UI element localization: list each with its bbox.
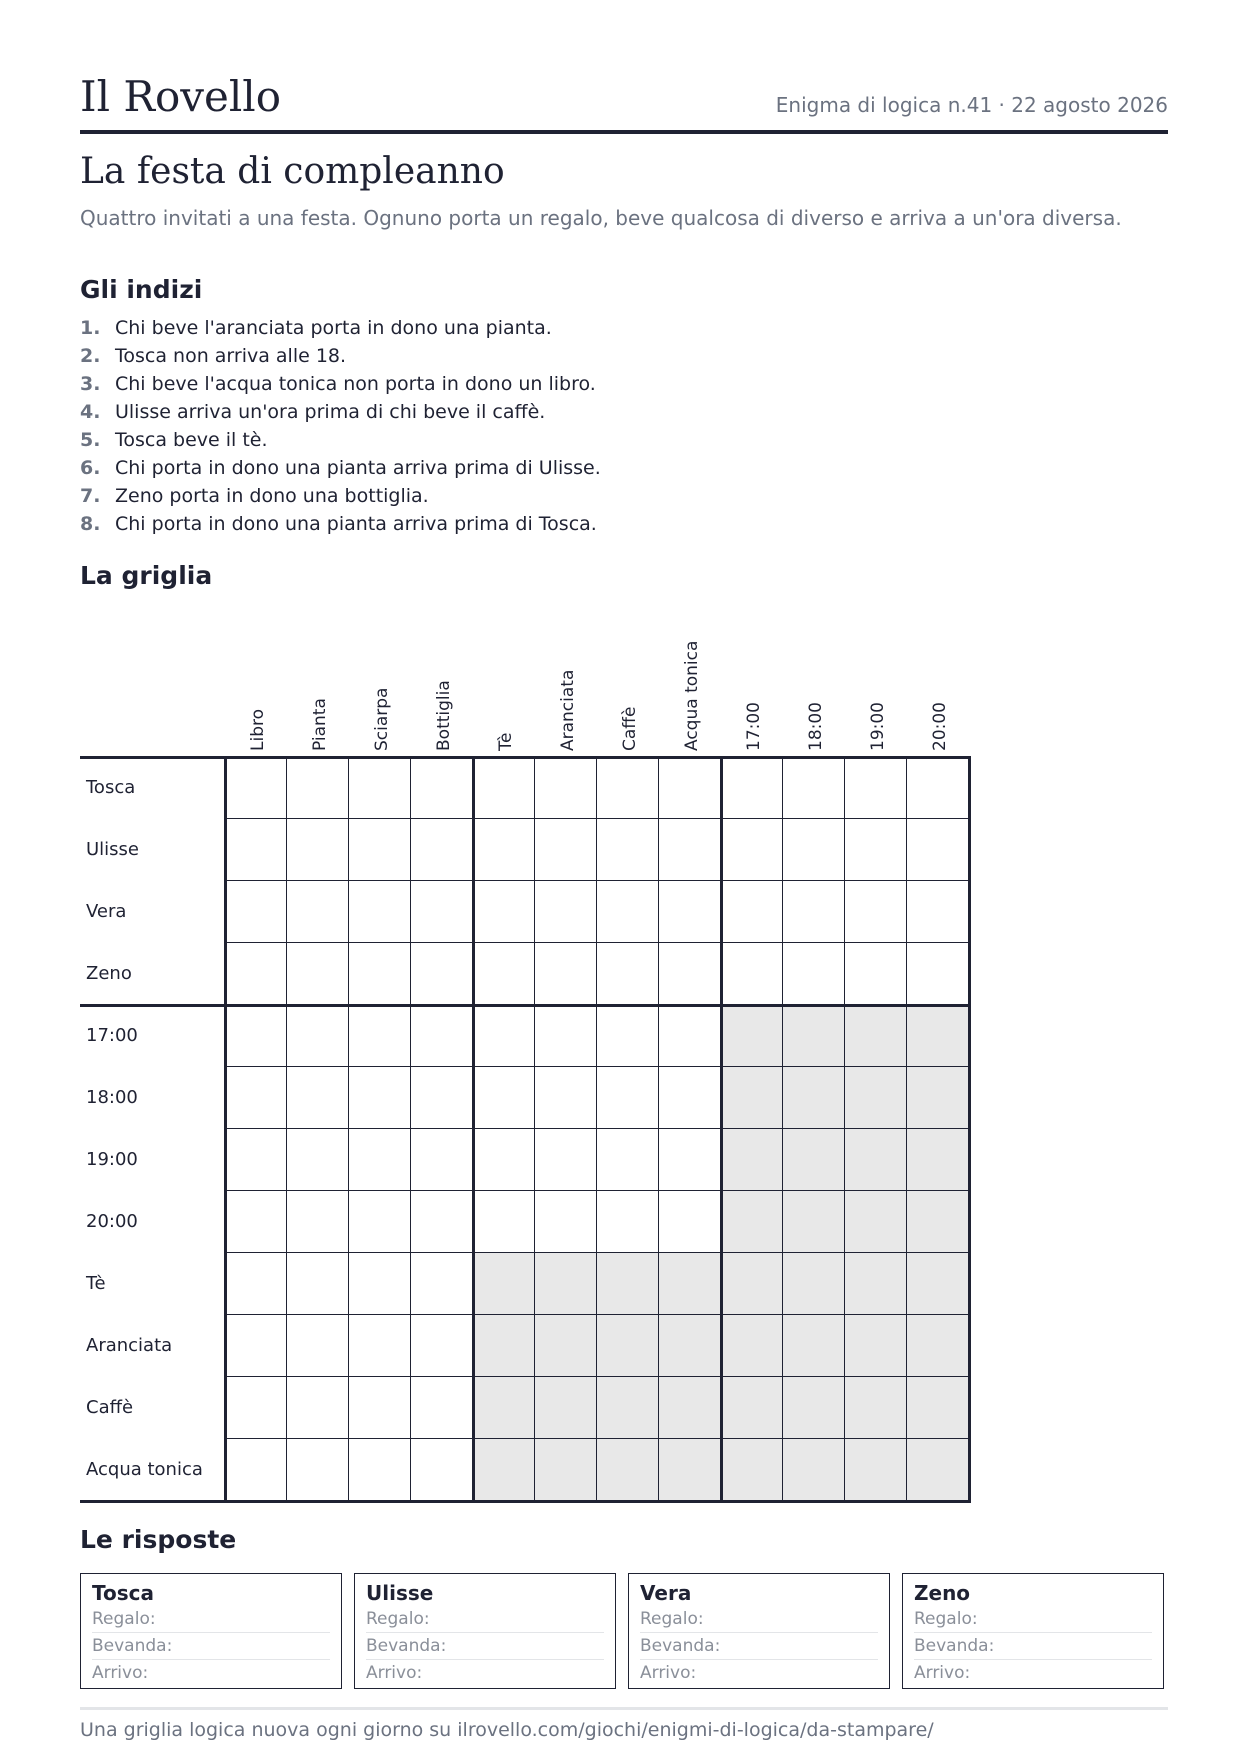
grid-cell[interactable] (597, 1005, 659, 1067)
grid-cell-unused (845, 1191, 907, 1253)
grid-cell-unused (907, 1439, 969, 1501)
brand-title: Il Rovello (80, 72, 282, 121)
grid-cell[interactable] (225, 881, 287, 943)
grid-cell[interactable] (349, 1191, 411, 1253)
grid-cell[interactable] (659, 757, 721, 819)
grid-cell[interactable] (287, 1253, 349, 1315)
grid-cell[interactable] (535, 943, 597, 1005)
column-header (473, 617, 535, 757)
logic-grid (80, 620, 980, 1520)
grid-cell-unused (845, 1315, 907, 1377)
grid-cell-unused (783, 1129, 845, 1191)
grid-cell[interactable] (287, 1067, 349, 1129)
clue-text: Chi beve l'aranciata porta in dono una pianta. (115, 317, 552, 339)
grid-cell-unused (473, 1377, 535, 1439)
grid-cell-unused (721, 1191, 783, 1253)
clue-number: 5. (80, 429, 101, 451)
column-label: Libro (248, 708, 268, 751)
grid-cell[interactable] (535, 819, 597, 881)
column-label: Caffè (620, 706, 640, 751)
grid-cell[interactable] (659, 881, 721, 943)
column-label: 20:00 (930, 702, 950, 751)
grid-cell-unused (845, 1067, 907, 1129)
grid-cell[interactable] (411, 1253, 473, 1315)
grid-cell[interactable] (225, 1191, 287, 1253)
grid-cell[interactable] (907, 881, 969, 943)
column-label: Acqua tonica (682, 640, 702, 751)
grid-cell[interactable] (349, 1377, 411, 1439)
grid-cell-unused (907, 1129, 969, 1191)
column-label: 17:00 (744, 702, 764, 751)
row-label: 17:00 (86, 1025, 138, 1046)
footer-note: Una griglia logica nuova ogni giorno su ilrovello.com/giochi/enigmi-di-logica/da-stampare/ (80, 1707, 1168, 1742)
grid-cell[interactable] (597, 819, 659, 881)
column-label: Aranciata (558, 669, 578, 751)
column-header (907, 617, 969, 757)
grid-divider (80, 1500, 971, 1503)
grid-cell-unused (659, 1439, 721, 1501)
clue-list (80, 314, 601, 538)
grid-cell-unused (845, 1377, 907, 1439)
row-label: Tè (86, 1273, 106, 1294)
grid-cell[interactable] (225, 1315, 287, 1377)
edition-info: Enigma di logica n.41 · 22 agosto 2026 (775, 93, 1168, 117)
column-label: Pianta (310, 698, 330, 751)
clue-item (80, 398, 601, 426)
grid-cell-unused (597, 1253, 659, 1315)
grid-cell[interactable] (783, 943, 845, 1005)
grid-cell[interactable] (907, 819, 969, 881)
grid-divider (80, 1004, 971, 1007)
grid-cell[interactable] (349, 881, 411, 943)
grid-cell[interactable] (287, 757, 349, 819)
grid-divider (472, 756, 475, 1502)
grid-cell-unused (907, 1005, 969, 1067)
row-label: 20:00 (86, 1211, 138, 1232)
grid-cell-unused (783, 1377, 845, 1439)
grid-cell[interactable] (535, 1067, 597, 1129)
grid-cell[interactable] (225, 1377, 287, 1439)
grid-cell[interactable] (349, 1315, 411, 1377)
column-label: Tè (496, 732, 516, 751)
arrival-field[interactable]: Arrivo: (640, 1663, 697, 1683)
gift-field[interactable]: Regalo: (92, 1606, 330, 1633)
grid-cell[interactable] (287, 1315, 349, 1377)
grid-cell[interactable] (349, 1439, 411, 1501)
grid-cell[interactable] (597, 943, 659, 1005)
grid-cell[interactable] (411, 1005, 473, 1067)
row-label: Ulisse (86, 839, 140, 860)
grid-cell[interactable] (411, 1315, 473, 1377)
grid-cell[interactable] (535, 1191, 597, 1253)
grid-cell-unused (721, 1315, 783, 1377)
grid-cell[interactable] (721, 943, 783, 1005)
drink-field[interactable]: Bevanda: (914, 1633, 1152, 1660)
grid-cell[interactable] (349, 943, 411, 1005)
grid-cell[interactable] (411, 1129, 473, 1191)
column-label: 19:00 (868, 702, 888, 751)
drink-field[interactable]: Bevanda: (366, 1633, 604, 1660)
grid-cell[interactable] (783, 757, 845, 819)
grid-cell-unused (907, 1191, 969, 1253)
grid-cell[interactable] (535, 881, 597, 943)
column-header (535, 617, 597, 757)
grid-cell[interactable] (659, 1067, 721, 1129)
grid-cell[interactable] (473, 1067, 535, 1129)
row-label: Acqua tonica (86, 1459, 203, 1480)
clue-item (80, 370, 601, 398)
grid-cell[interactable] (597, 881, 659, 943)
grid-cell[interactable] (597, 757, 659, 819)
grid-cell-unused (721, 1129, 783, 1191)
grid-cell[interactable] (845, 943, 907, 1005)
grid-cell-unused (597, 1439, 659, 1501)
clue-item (80, 482, 601, 510)
grid-cell[interactable] (845, 757, 907, 819)
grid-cell-unused (659, 1315, 721, 1377)
grid-cell-unused (783, 1005, 845, 1067)
grid-cell[interactable] (287, 943, 349, 1005)
grid-cell-unused (721, 1439, 783, 1501)
arrival-field[interactable]: Arrivo: (914, 1663, 971, 1683)
clue-number: 3. (80, 373, 101, 395)
puzzle-intro: Quattro invitati a una festa. Ognuno porta un regalo, beve qualcosa di diverso e arriva a un'ora diversa. (80, 206, 1122, 230)
clue-text: Zeno porta in dono una bottiglia. (115, 485, 429, 507)
row-label: Zeno (86, 963, 132, 984)
column-header (349, 617, 411, 757)
row-label: Caffè (86, 1397, 134, 1418)
row-label: Vera (86, 901, 127, 922)
grid-cell[interactable] (287, 881, 349, 943)
grid-cell[interactable] (411, 1439, 473, 1501)
answer-cards (80, 1573, 1168, 1689)
grid-cell[interactable] (349, 1067, 411, 1129)
answer-card-vera (628, 1573, 890, 1689)
grid-cell-unused (473, 1253, 535, 1315)
clue-number: 6. (80, 457, 101, 479)
grid-cell-unused (597, 1377, 659, 1439)
grid-cell[interactable] (473, 881, 535, 943)
clue-text: Tosca beve il tè. (115, 429, 268, 451)
grid-cell-unused (535, 1439, 597, 1501)
grid-cell[interactable] (287, 1129, 349, 1191)
grid-cell[interactable] (349, 1129, 411, 1191)
row-label: 19:00 (86, 1149, 138, 1170)
clue-number: 1. (80, 317, 101, 339)
drink-field[interactable]: Bevanda: (92, 1633, 330, 1660)
grid-cell[interactable] (473, 819, 535, 881)
grid-cell[interactable] (349, 757, 411, 819)
grid-cell-unused (783, 1191, 845, 1253)
grid-cell-unused (907, 1067, 969, 1129)
clue-number: 8. (80, 513, 101, 535)
grid-cell[interactable] (225, 1253, 287, 1315)
gift-field[interactable]: Regalo: (640, 1606, 878, 1633)
clue-number: 7. (80, 485, 101, 507)
grid-cell-unused (597, 1315, 659, 1377)
grid-cell[interactable] (349, 819, 411, 881)
grid-cell-unused (845, 1439, 907, 1501)
column-header (225, 617, 287, 757)
column-header (287, 617, 349, 757)
grid-cell-unused (907, 1377, 969, 1439)
grid-cell-unused (783, 1253, 845, 1315)
masthead (80, 70, 1168, 134)
grid-cell[interactable] (783, 819, 845, 881)
clue-item (80, 454, 601, 482)
grid-cell[interactable] (535, 757, 597, 819)
grid-cell[interactable] (411, 943, 473, 1005)
grid-cell-unused (845, 1005, 907, 1067)
grid-cell-unused (907, 1253, 969, 1315)
arrival-field[interactable]: Arrivo: (92, 1663, 149, 1683)
grid-divider (720, 756, 723, 1502)
grid-cell[interactable] (535, 1129, 597, 1191)
grid-cell[interactable] (659, 1005, 721, 1067)
answer-card-zeno (902, 1573, 1164, 1689)
grid-cell[interactable] (845, 819, 907, 881)
grid-cell[interactable] (845, 881, 907, 943)
grid-cell[interactable] (659, 943, 721, 1005)
grid-cell[interactable] (659, 1129, 721, 1191)
grid-cell[interactable] (225, 943, 287, 1005)
grid-cell-unused (659, 1377, 721, 1439)
grid-cell[interactable] (411, 757, 473, 819)
clue-number: 2. (80, 345, 101, 367)
grid-cell[interactable] (721, 757, 783, 819)
grid-cell-unused (783, 1067, 845, 1129)
arrival-field[interactable]: Arrivo: (366, 1663, 423, 1683)
answers-heading: Le risposte (80, 1525, 237, 1554)
clue-number: 4. (80, 401, 101, 423)
grid-cell[interactable] (411, 1191, 473, 1253)
grid-cell[interactable] (411, 1067, 473, 1129)
card-name: Tosca (92, 1581, 154, 1605)
clue-text: Chi beve l'acqua tonica non porta in dono un libro. (115, 373, 596, 395)
grid-cell[interactable] (659, 819, 721, 881)
grid-cell[interactable] (225, 1005, 287, 1067)
grid-cell[interactable] (473, 1005, 535, 1067)
column-header (411, 617, 473, 757)
grid-cell[interactable] (907, 757, 969, 819)
card-name: Vera (640, 1581, 692, 1605)
grid-cell-unused (473, 1315, 535, 1377)
gift-field[interactable]: Regalo: (914, 1606, 1152, 1633)
column-header (783, 617, 845, 757)
grid-cell[interactable] (225, 819, 287, 881)
clue-item (80, 342, 601, 370)
column-label: Bottiglia (434, 680, 454, 751)
grid-cell-unused (783, 1439, 845, 1501)
grid-cell[interactable] (349, 1253, 411, 1315)
answer-card-tosca (80, 1573, 342, 1689)
column-header (659, 617, 721, 757)
grid-cell[interactable] (473, 757, 535, 819)
clue-text: Tosca non arriva alle 18. (115, 345, 347, 367)
column-header (845, 617, 907, 757)
row-label: 18:00 (86, 1087, 138, 1108)
grid-heading: La griglia (80, 561, 213, 590)
grid-cell[interactable] (473, 943, 535, 1005)
clue-text: Chi porta in dono una pianta arriva prima di Ulisse. (115, 457, 601, 479)
column-header (721, 617, 783, 757)
row-label: Tosca (86, 777, 136, 798)
grid-cell[interactable] (287, 1191, 349, 1253)
clue-item (80, 510, 601, 538)
clue-item (80, 426, 601, 454)
grid-cell-unused (721, 1067, 783, 1129)
clue-text: Chi porta in dono una pianta arriva prima di Tosca. (115, 513, 597, 535)
grid-cell[interactable] (287, 1377, 349, 1439)
column-header (597, 617, 659, 757)
grid-cell-unused (845, 1253, 907, 1315)
grid-cell[interactable] (473, 1191, 535, 1253)
grid-cell[interactable] (721, 881, 783, 943)
grid-cell[interactable] (473, 1129, 535, 1191)
grid-cell-unused (535, 1377, 597, 1439)
row-label: Aranciata (86, 1335, 173, 1356)
grid-cell[interactable] (597, 1191, 659, 1253)
grid-cell[interactable] (597, 1129, 659, 1191)
puzzle-title: La festa di compleanno (80, 151, 505, 192)
grid-cell[interactable] (597, 1067, 659, 1129)
grid-cell-unused (473, 1439, 535, 1501)
column-label: 18:00 (806, 702, 826, 751)
answer-card-ulisse (354, 1573, 616, 1689)
grid-cell[interactable] (411, 881, 473, 943)
gift-field[interactable]: Regalo: (366, 1606, 604, 1633)
grid-cell[interactable] (659, 1191, 721, 1253)
grid-cell[interactable] (287, 1439, 349, 1501)
grid-cell[interactable] (225, 1067, 287, 1129)
grid-cell-unused (535, 1253, 597, 1315)
grid-cell[interactable] (535, 1005, 597, 1067)
grid-cell[interactable] (411, 1377, 473, 1439)
grid-divider (968, 756, 971, 1502)
grid-cell-unused (659, 1253, 721, 1315)
grid-divider (224, 756, 227, 1502)
grid-cell-unused (721, 1377, 783, 1439)
grid-cell[interactable] (225, 757, 287, 819)
grid-cell-unused (721, 1005, 783, 1067)
grid-cell[interactable] (411, 819, 473, 881)
grid-divider (80, 756, 971, 759)
drink-field[interactable]: Bevanda: (640, 1633, 878, 1660)
grid-cell-unused (845, 1129, 907, 1191)
grid-cell-unused (783, 1315, 845, 1377)
grid-cell[interactable] (783, 881, 845, 943)
card-name: Zeno (914, 1581, 971, 1605)
grid-cell[interactable] (349, 1005, 411, 1067)
grid-cell[interactable] (907, 943, 969, 1005)
grid-cell[interactable] (225, 1439, 287, 1501)
clue-text: Ulisse arriva un'ora prima di chi beve il caffè. (115, 401, 546, 423)
grid-cell-unused (535, 1315, 597, 1377)
card-name: Ulisse (366, 1581, 434, 1605)
grid-cell-unused (721, 1253, 783, 1315)
clue-item (80, 314, 601, 342)
grid-cell[interactable] (721, 819, 783, 881)
column-label: Sciarpa (372, 687, 392, 751)
clues-heading: Gli indizi (80, 275, 203, 304)
grid-cell[interactable] (225, 1129, 287, 1191)
grid-cell[interactable] (287, 819, 349, 881)
grid-cell-unused (907, 1315, 969, 1377)
grid-cell[interactable] (287, 1005, 349, 1067)
